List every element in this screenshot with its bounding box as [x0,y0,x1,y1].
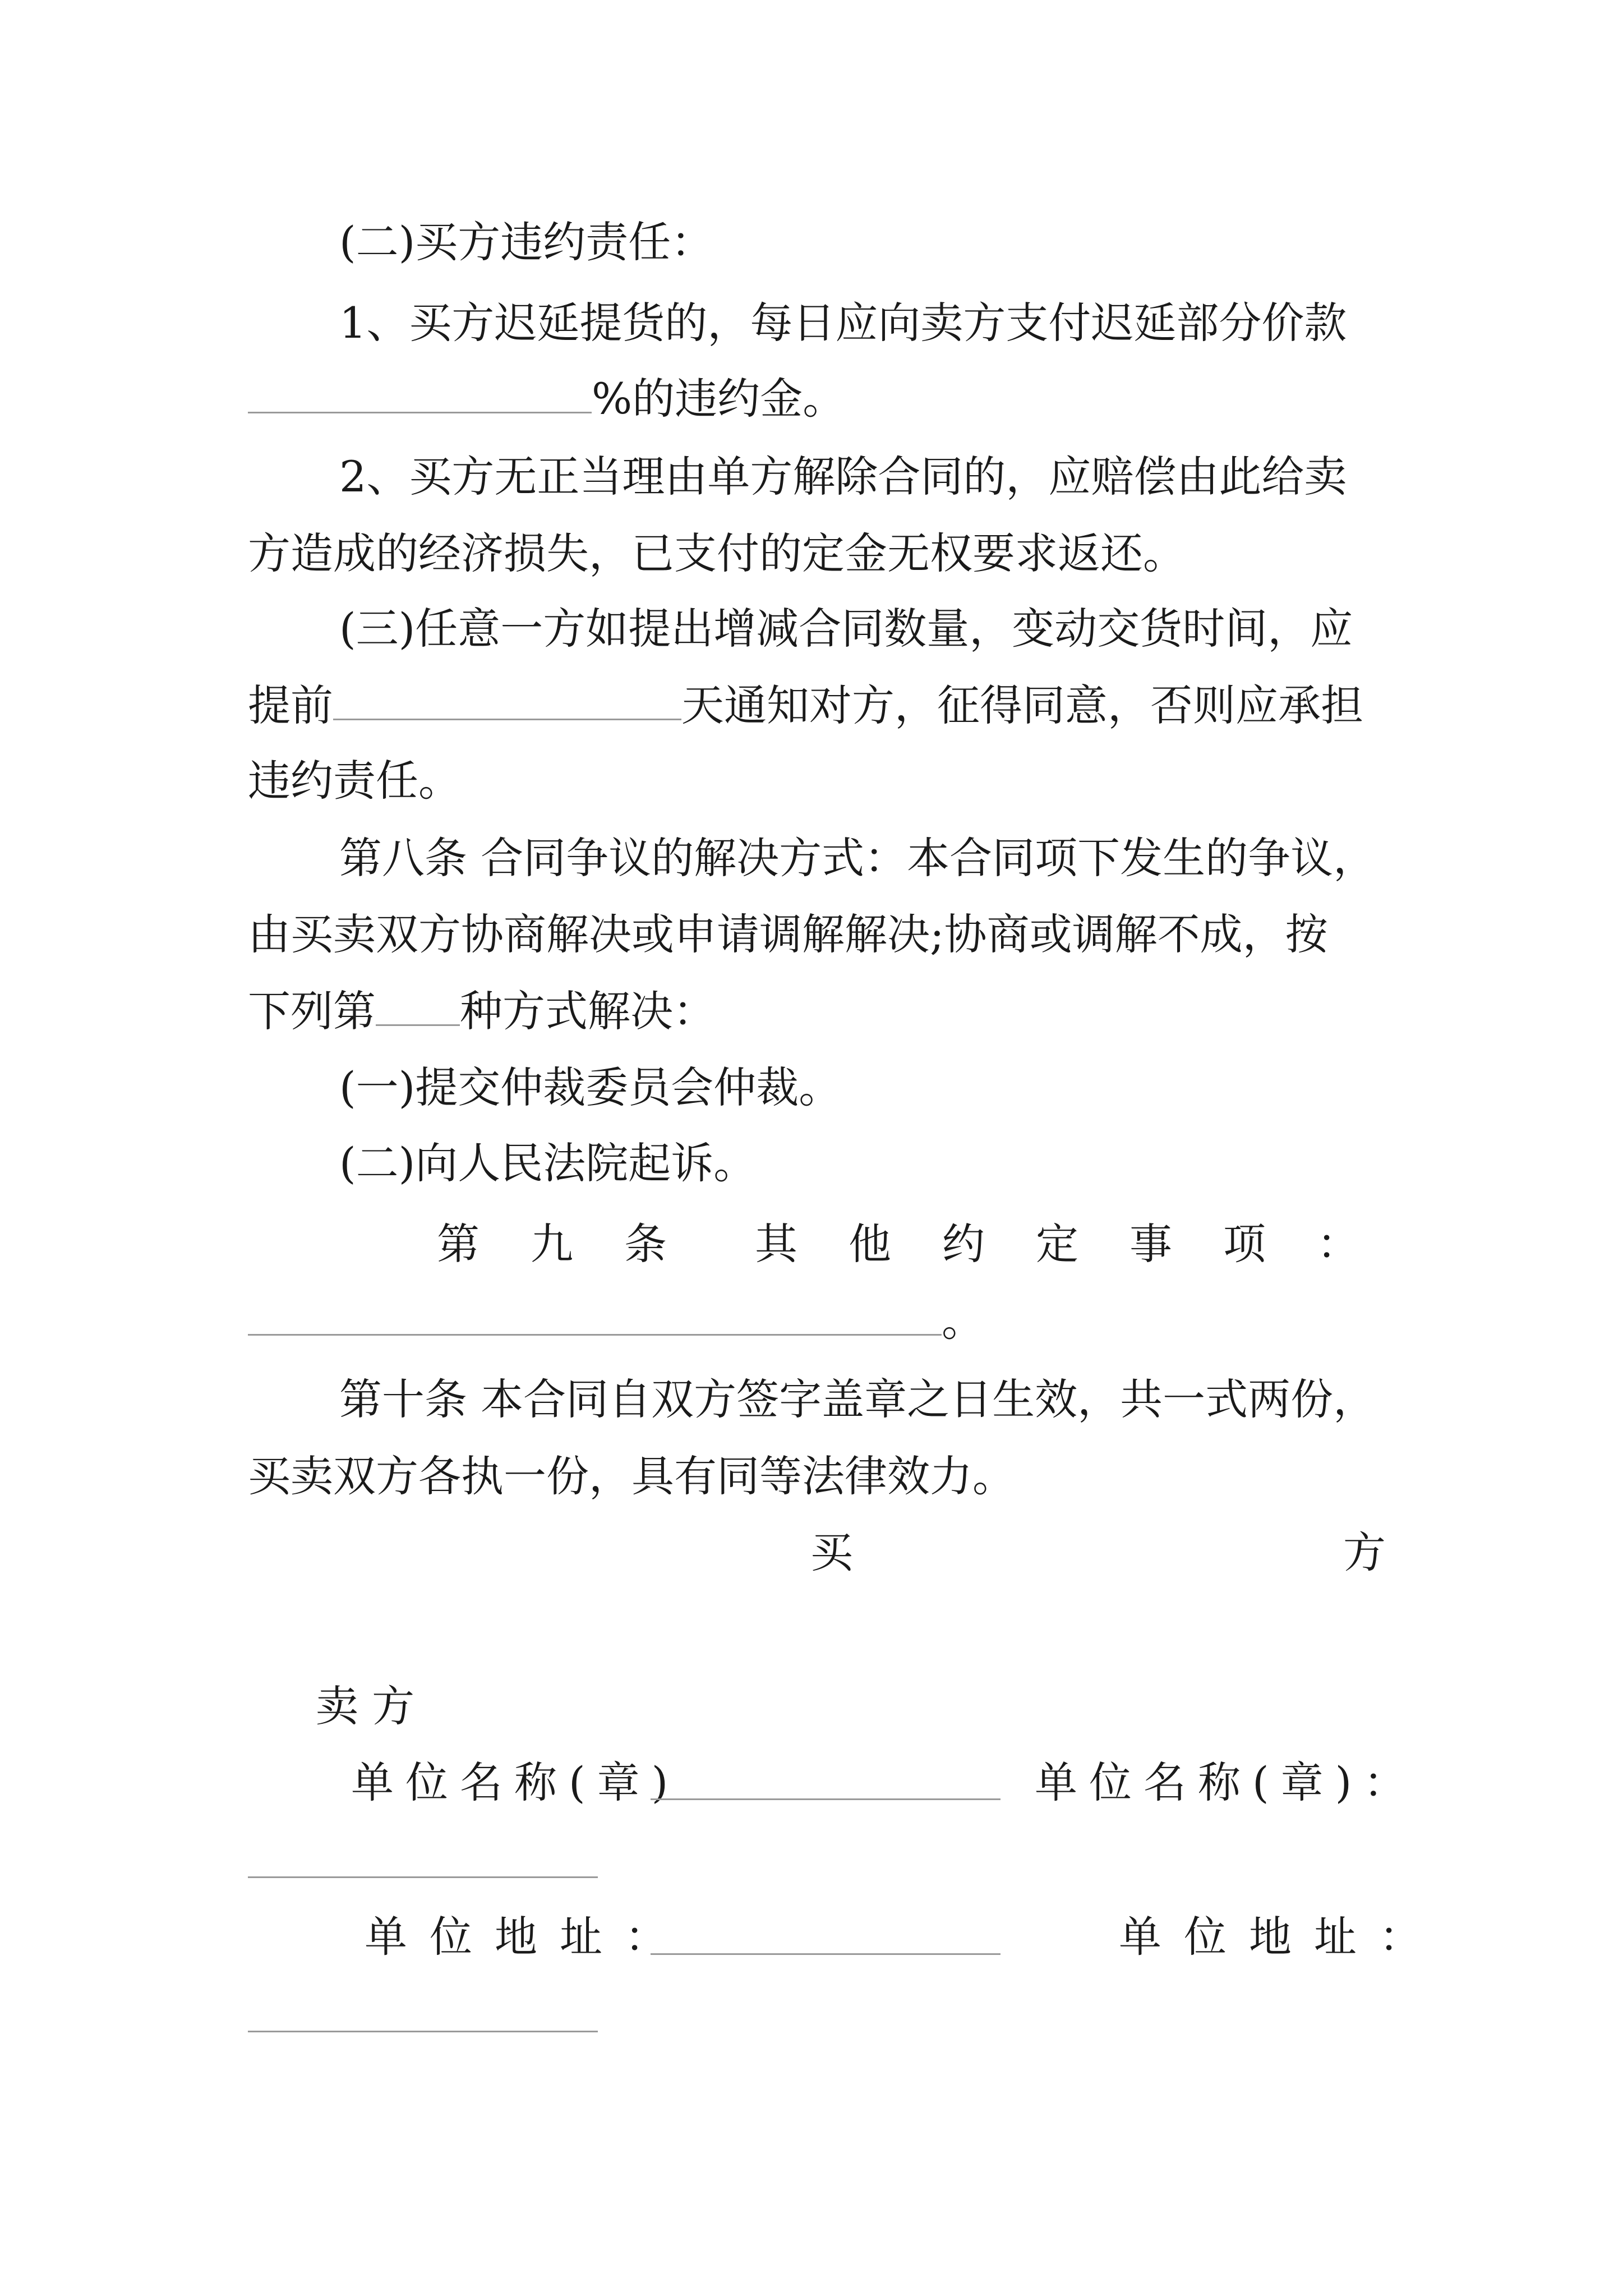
article8-line3-prefix: 下列第 [248,986,376,1036]
buyer-unit-address-label: 单位地址： [1119,1912,1444,1962]
notice-days-blank[interactable] [333,678,681,720]
changes-line1: (三)任意一方如提出增减合同数量，变动交货时间，应 [339,604,1353,654]
penalty-rate-blank[interactable] [248,371,592,413]
buyer-unit-name-blank[interactable] [248,1876,598,1878]
article9-char: 条 [624,1219,667,1269]
article8-line1: 第八条 合同争议的解决方式：本合同项下发生的争议， [339,833,1376,883]
dispute-method-blank[interactable] [376,984,460,1026]
article9-char: 第 [437,1219,479,1269]
article8-option1: (一)提交仲裁委员会仲裁。 [339,1062,842,1112]
article9-char: 其 [755,1219,797,1269]
article9-char: ： [1317,1219,1359,1269]
changes-line2-suffix: 天通知对方，征得同意，否则应承担 [681,680,1363,730]
article9-char: 定 [1036,1219,1078,1269]
article9-char: 九 [531,1219,573,1269]
article9-char: 约 [942,1219,985,1269]
buyer-label-char1: 买 [810,1527,853,1577]
seller-unit-name-blank[interactable] [651,1798,1000,1800]
article8-line3 [248,983,716,1039]
article9-char: 事 [1129,1219,1172,1269]
seller-unit-address-blank[interactable] [651,1953,1000,1955]
buyer-liability-item1: 1、买方迟延提货的，每日应向卖方支付迟延部分价款 [339,298,1347,348]
seller-label: 卖 方 [316,1681,415,1731]
article8-line3-suffix: 种方式解决： [460,986,716,1036]
article9-line2 [248,1293,984,1349]
seller-unit-name-label: 单位名称(章) [351,1757,680,1807]
buyer-liability-item2-line2: 方造成的经济损失，已支付的定金无权要求返还。 [248,528,1186,578]
article9-line2-suffix: 。 [942,1296,984,1346]
penalty-rate-suffix: %的违约金。 [592,374,846,424]
buyer-unit-address-blank[interactable] [248,2031,598,2032]
seller-unit-address-label: 单位地址： [365,1912,690,1962]
article8-line2: 由买卖双方协商解决或申请调解解决;协商或调解不成，按 [248,909,1328,959]
article10-line2: 买卖双方各执一份，具有同等法律效力。 [248,1451,1015,1501]
article8-option2: (二)向人民法院起诉。 [339,1138,757,1188]
buyer-liability-heading: (二)买方违约责任： [339,217,714,267]
article9-char: 他 [849,1219,891,1269]
article10-line1: 第十条 本合同自双方签字盖章之日生效，共一式两份， [339,1374,1376,1424]
article9-line1 [437,1216,1359,1272]
buyer-label-char2: 方 [1343,1527,1386,1577]
changes-line2 [248,678,1363,734]
other-terms-blank[interactable] [248,1294,942,1336]
buyer-unit-name-label: 单位名称(章)： [1035,1757,1418,1807]
buyer-liability-item2-line1: 2、买方无正当理由单方解除合同的，应赔偿由此给卖 [339,452,1347,501]
article9-char: 项 [1223,1219,1266,1269]
buyer-liability-item1-cont [248,371,845,427]
changes-line3: 违约责任。 [248,756,461,806]
changes-line2-prefix: 提前 [248,680,333,730]
